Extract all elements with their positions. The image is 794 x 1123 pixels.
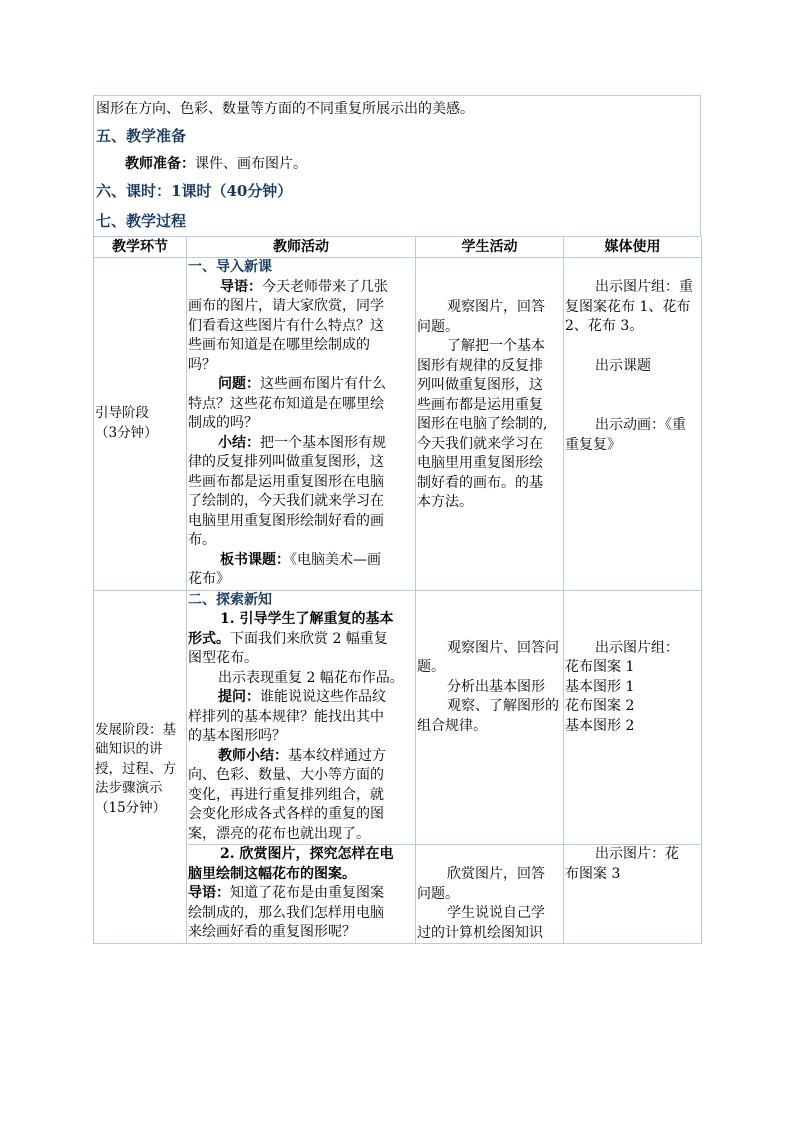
prep-heading: 五、教学准备 bbox=[96, 127, 187, 145]
text-line: 出示图片组： bbox=[595, 639, 679, 656]
stage-line: 础知识的讲 bbox=[95, 741, 163, 757]
stage-cell-2 bbox=[94, 590, 187, 944]
text-line bbox=[188, 375, 414, 395]
top-text: 图形在方向、色彩、数量等方面的不同重复所展示出的美感。 bbox=[96, 101, 474, 117]
header-stage: 教学环节 bbox=[94, 237, 187, 258]
stage-line: 发展阶段：基 bbox=[95, 721, 176, 738]
text-line: 图形在电脑了绘制的, bbox=[417, 416, 548, 432]
prep-label: 教师准备： bbox=[125, 156, 195, 172]
spacer bbox=[417, 258, 562, 298]
text-line: 欣赏图片，回答 bbox=[447, 866, 545, 882]
text-line: 些画布都是运用重复图形在电脑 bbox=[188, 473, 384, 490]
text-line bbox=[188, 278, 414, 298]
text-line: 过的计算机绘图知识 bbox=[417, 924, 543, 941]
text-line: 制成的吗？ bbox=[188, 415, 258, 431]
text-line: 了绘制的，今天我们就来学习在 bbox=[188, 493, 384, 509]
text-line: 出示动画：《重 bbox=[595, 417, 686, 433]
text-line: 布图案 3 bbox=[565, 865, 621, 882]
stage-line: （15分钟） bbox=[95, 799, 167, 816]
text-span: 知道了花布是由重复图案 bbox=[230, 885, 384, 901]
text-line: 吗？ bbox=[188, 356, 216, 373]
text-line: 脑里绘制这幅花布的图案。 bbox=[188, 865, 356, 882]
text-line: 出示课题 bbox=[595, 357, 651, 374]
question-label: 问题： bbox=[218, 376, 260, 392]
stage-line: （3分钟） bbox=[95, 424, 158, 441]
process-table bbox=[93, 236, 702, 944]
spacer bbox=[417, 631, 562, 639]
text-line bbox=[188, 434, 414, 454]
text-line: 基本图形 1 bbox=[565, 678, 635, 695]
text-line: 列叫做重复图形，这 bbox=[417, 377, 543, 393]
text-span: 今天老师带来了几张 bbox=[262, 278, 388, 295]
summary-label: 教师小结： bbox=[218, 747, 288, 764]
text-line: 花布》 bbox=[188, 571, 230, 587]
stage-cell-1 bbox=[94, 258, 187, 591]
text-line: 基本图形 2 bbox=[565, 717, 635, 734]
text-span: 谁能说说这些作品纹 bbox=[260, 689, 386, 705]
text-line: 电脑里用重复图形绘制好看的画 bbox=[188, 512, 384, 529]
text-line bbox=[188, 884, 414, 904]
text-line: 样排列的基本规律？能找出其中 bbox=[188, 708, 384, 725]
text-line: 本方法。 bbox=[417, 494, 473, 510]
text-line bbox=[188, 630, 414, 650]
text-line: 会变化形成各式各样的重复的图 bbox=[188, 806, 384, 822]
text-line: 出示表现重复 2 幅花布作品。 bbox=[218, 669, 404, 686]
text-line bbox=[188, 747, 414, 767]
text-line: 重复复》 bbox=[565, 436, 621, 453]
spacer bbox=[417, 591, 562, 631]
text-line: 出示图片：花 bbox=[595, 846, 679, 862]
document-page bbox=[93, 95, 701, 944]
text-line: 些画布都是运用重复 bbox=[417, 396, 543, 413]
text-line: 1. 引导学生了解重复的基本 bbox=[220, 611, 394, 627]
table-row bbox=[94, 258, 702, 591]
text-line: 分析出基本图形 bbox=[447, 678, 545, 695]
text-line: 们看看这些图片有什么特点？这 bbox=[188, 317, 384, 334]
summary-label: 小结： bbox=[218, 434, 260, 451]
question-label: 提问： bbox=[218, 689, 260, 705]
text-line: 特点？这些花布知道是在哪里绘 bbox=[188, 395, 384, 412]
section-heading: 二、探索新知 bbox=[188, 591, 272, 608]
student-cell-2 bbox=[416, 590, 564, 845]
text-line: 画布的图片，请大家欣赏，同学 bbox=[188, 298, 384, 314]
text-line: 些画布知道是在哪里绘制成的 bbox=[188, 337, 370, 353]
text-line: 向、色彩、数量、大小等方面的 bbox=[188, 767, 384, 783]
text-line: 案，漂亮的花布也就出现了。 bbox=[188, 825, 370, 842]
student-cell-1 bbox=[416, 258, 564, 591]
prep-line bbox=[94, 151, 700, 176]
text-line: 2. 欣赏图片，探究怎样在电 bbox=[220, 846, 394, 862]
spacer bbox=[565, 258, 700, 278]
text-span: 这些画布图片有什么 bbox=[260, 376, 386, 392]
text-line: 制好看的画布。的基 bbox=[417, 474, 543, 491]
text-line: 观察图片，回答 bbox=[447, 299, 545, 315]
text-line: 花布图案 2 bbox=[565, 698, 635, 714]
text-line: 变化，再进行重复排列组合，就 bbox=[188, 786, 384, 803]
text-span: 基本纹样通过方 bbox=[288, 747, 386, 764]
teacher-cell-1 bbox=[187, 258, 416, 591]
header-teacher: 教师活动 bbox=[187, 237, 416, 258]
text-line bbox=[188, 688, 414, 708]
text-line: 复图案花布 1、花布 bbox=[565, 298, 691, 315]
text-line: 观察、了解图形的 bbox=[447, 698, 559, 714]
media-cell-1 bbox=[564, 258, 702, 591]
media-cell-2 bbox=[564, 590, 702, 845]
text-line: 图型花布。 bbox=[188, 650, 258, 666]
text-line: 出示图片组：重 bbox=[595, 279, 693, 295]
text-line: 了解把一个基本 bbox=[447, 338, 545, 354]
text-line: 2、花布 3。 bbox=[565, 318, 644, 334]
text-line: 律的反复排列叫做重复图形，这 bbox=[188, 454, 384, 470]
header-student: 学生活动 bbox=[416, 237, 564, 258]
text-line: 今天我们就来学习在 bbox=[417, 435, 543, 452]
stage-line: 授，过程、方 bbox=[95, 760, 176, 777]
spacer bbox=[565, 591, 700, 631]
student-cell-3 bbox=[416, 845, 564, 944]
teacher-cell-2 bbox=[187, 590, 416, 845]
text-line: 的基本图形吗？ bbox=[188, 728, 286, 744]
text-line: 图形有规律的反复排 bbox=[417, 357, 543, 374]
text-line: 学生说说自己学 bbox=[447, 905, 545, 921]
time-heading: 六、课时：1课时（40分钟） bbox=[96, 182, 293, 200]
stage-line: 法步骤演示 bbox=[95, 780, 163, 796]
text-line: 布。 bbox=[188, 532, 216, 548]
text-line: 观察图片、回答问 bbox=[447, 639, 559, 656]
lead-label: 导语： bbox=[220, 278, 262, 295]
text-span: 形式。 bbox=[188, 630, 230, 647]
stage-line: 引导阶段 bbox=[95, 405, 149, 422]
text-span: 把一个基本图形有规 bbox=[260, 434, 386, 451]
spacer bbox=[565, 631, 700, 639]
intro-block bbox=[93, 95, 701, 236]
text-line: 组合规律。 bbox=[417, 717, 487, 734]
section-heading: 一、导入新课 bbox=[188, 259, 272, 275]
text-line: 题。 bbox=[417, 659, 445, 675]
lead-label: 导语： bbox=[188, 885, 230, 901]
spacer bbox=[565, 376, 700, 416]
text-line bbox=[188, 551, 414, 571]
spacer bbox=[417, 845, 562, 865]
process-heading: 七、教学过程 bbox=[96, 212, 187, 230]
text-line: 花布图案 1 bbox=[565, 659, 635, 675]
text-span: 下面我们来欣赏 2 幅重复 bbox=[230, 630, 388, 647]
teacher-cell-3 bbox=[187, 845, 416, 944]
text-line: 来绘画好看的重复图形呢？ bbox=[188, 924, 356, 940]
spacer bbox=[565, 337, 700, 357]
text-span: 《电脑美术—画 bbox=[290, 551, 381, 568]
header-media: 媒体使用 bbox=[564, 237, 702, 258]
media-cell-3 bbox=[564, 845, 702, 944]
prep-value: 课件、画布图片。 bbox=[195, 156, 307, 172]
text-line: 问题。 bbox=[417, 885, 459, 902]
table-header-row bbox=[94, 237, 702, 258]
board-label: 板书课题： bbox=[220, 551, 290, 568]
text-line: 绘制成的，那么我们怎样用电脑 bbox=[188, 904, 384, 921]
text-line: 问题。 bbox=[417, 318, 459, 335]
table-row bbox=[94, 590, 702, 845]
text-line: 电脑里用重复图形绘 bbox=[417, 455, 543, 471]
